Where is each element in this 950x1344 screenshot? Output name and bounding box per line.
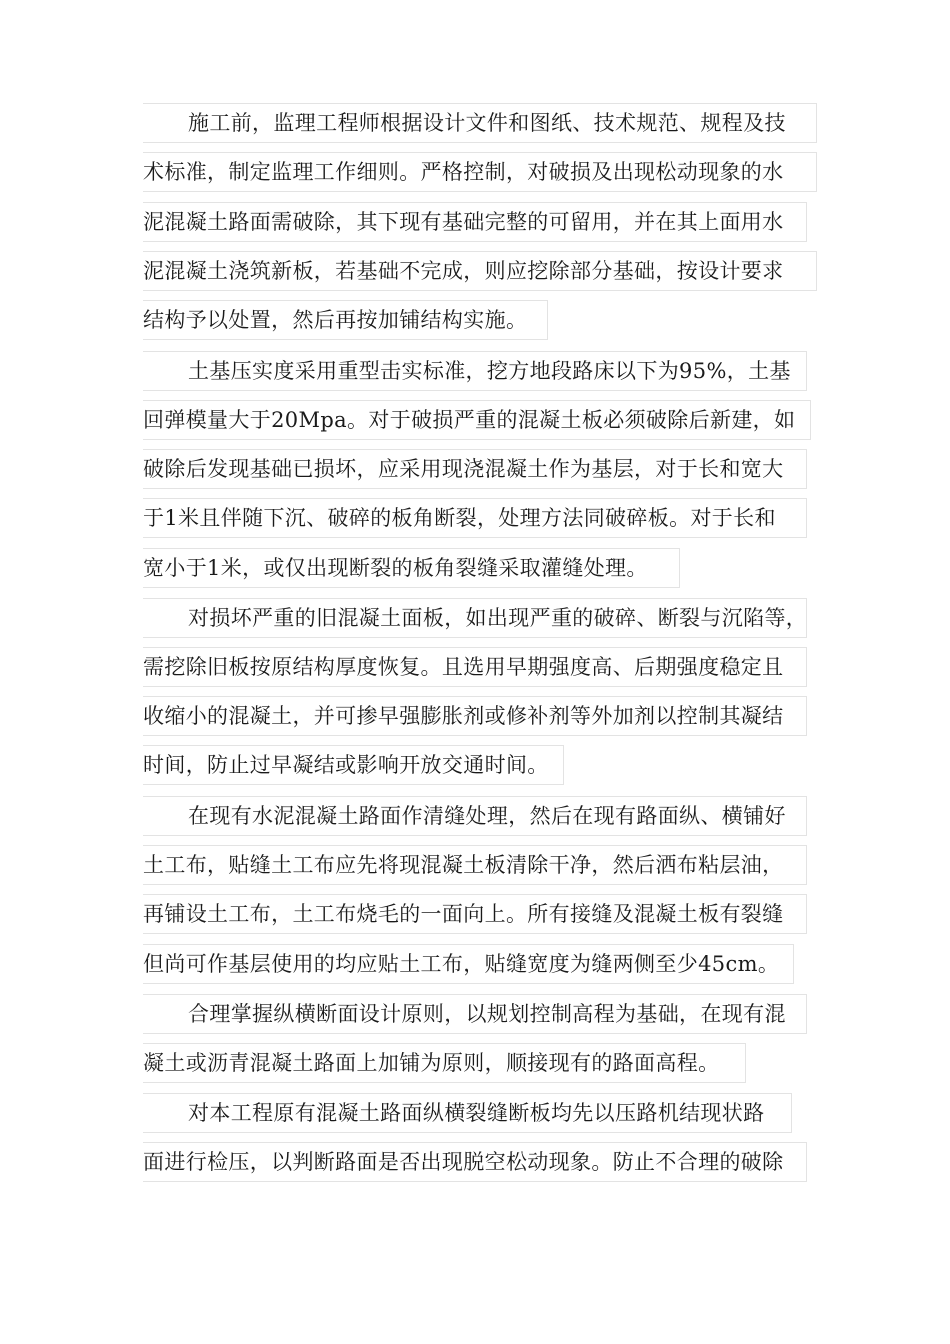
text-line: 在现有水泥混凝土路面作清缝处理，然后在现有路面纵、横铺好 <box>143 796 807 836</box>
text-line: 破除后发现基础已损坏，应采用现浇混凝土作为基层，对于长和宽大 <box>143 449 807 489</box>
text-line: 土工布，贴缝土工布应先将现混凝土板清除干净，然后洒布粘层油， <box>143 845 807 885</box>
text-line: 合理掌握纵横断面设计原则，以规划控制高程为基础，在现有混 <box>143 994 807 1034</box>
text-line: 施工前，监理工程师根据设计文件和图纸、技术规范、规程及技 <box>143 103 817 143</box>
text-line: 于1米且伴随下沉、破碎的板角断裂，处理方法同破碎板。对于长和 <box>143 498 807 538</box>
text-line: 面进行检压，以判断路面是否出现脱空松动现象。防止不合理的破除 <box>143 1142 807 1182</box>
text-line: 对损坏严重的旧混凝土面板，如出现严重的破碎、断裂与沉陷等， <box>143 598 807 638</box>
text-line: 但尚可作基层使用的均应贴土工布，贴缝宽度为缝两侧至少45cm。 <box>143 944 794 984</box>
text-line: 术标准，制定监理工作细则。严格控制，对破损及出现松动现象的水 <box>143 152 817 192</box>
text-line: 结构予以处置，然后再按加铺结构实施。 <box>143 300 548 340</box>
text-line: 时间，防止过早凝结或影响开放交通时间。 <box>143 745 564 785</box>
text-line: 泥混凝土路面需破除，其下现有基础完整的可留用，并在其上面用水 <box>143 202 807 242</box>
text-line: 宽小于1米，或仅出现断裂的板角裂缝采取灌缝处理。 <box>143 548 680 588</box>
text-line: 凝土或沥青混凝土路面上加铺为原则，顺接现有的路面高程。 <box>143 1043 746 1083</box>
text-line: 需挖除旧板按原结构厚度恢复。且选用早期强度高、后期强度稳定且 <box>143 647 807 687</box>
text-line: 收缩小的混凝土，并可掺早强膨胀剂或修补剂等外加剂以控制其凝结 <box>143 696 807 736</box>
text-line: 泥混凝土浇筑新板，若基础不完成，则应挖除部分基础，按设计要求 <box>143 251 817 291</box>
text-line: 对本工程原有混凝土路面纵横裂缝断板均先以压路机结现状路 <box>143 1093 792 1133</box>
text-line: 回弹模量大于20Mpa。对于破损严重的混凝土板必须破除后新建，如 <box>143 400 811 440</box>
text-line: 再铺设土工布，土工布烧毛的一面向上。所有接缝及混凝土板有裂缝 <box>143 894 807 934</box>
text-line: 土基压实度采用重型击实标准，挖方地段路床以下为95%，土基 <box>143 351 807 391</box>
